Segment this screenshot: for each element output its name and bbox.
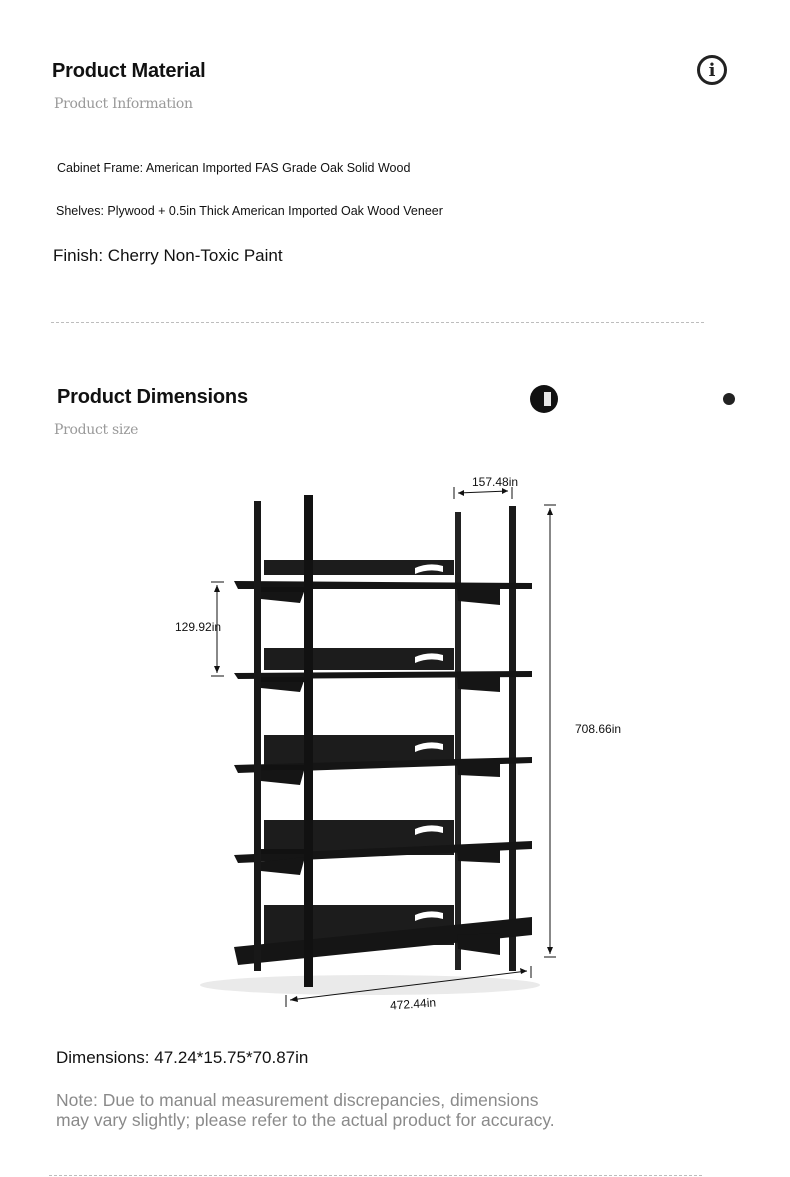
logo-blob xyxy=(529,384,559,414)
dimensions-title: Product Dimensions xyxy=(57,386,248,408)
bookshelf-illustration xyxy=(160,465,640,1020)
dimensions-summary: Dimensions: 47.24*15.75*70.87in xyxy=(56,1048,309,1067)
dimensions-subtitle: Product size xyxy=(54,422,139,438)
label-shelf-gap: 129.92in xyxy=(175,620,222,634)
shelf-diagram xyxy=(160,465,640,1020)
section-divider xyxy=(51,322,704,323)
decor-dot xyxy=(723,393,735,405)
bottom-divider xyxy=(49,1175,702,1176)
spec-frame: Cabinet Frame: American Imported FAS Grade Oak Solid Wood xyxy=(57,161,411,175)
spec-shelves: Shelves: Plywood + 0.5in Thick American Imported Oak Wood Veneer xyxy=(56,204,443,218)
material-subtitle: Product Information xyxy=(54,96,193,112)
label-depth: 157.48in xyxy=(472,475,519,489)
spec-finish: Finish: Cherry Non-Toxic Paint xyxy=(53,246,283,265)
info-icon[interactable]: i xyxy=(697,55,727,85)
label-width: 472.44in xyxy=(389,995,437,1013)
label-height: 708.66in xyxy=(575,722,622,736)
measurement-note xyxy=(56,1090,696,1130)
note-line-1: Note: Due to manual measurement discrepancies, dimensions xyxy=(56,1090,539,1110)
note-line-2: may vary slightly; please refer to the actual product for accuracy. xyxy=(56,1110,555,1130)
material-title: Product Material xyxy=(52,60,206,82)
